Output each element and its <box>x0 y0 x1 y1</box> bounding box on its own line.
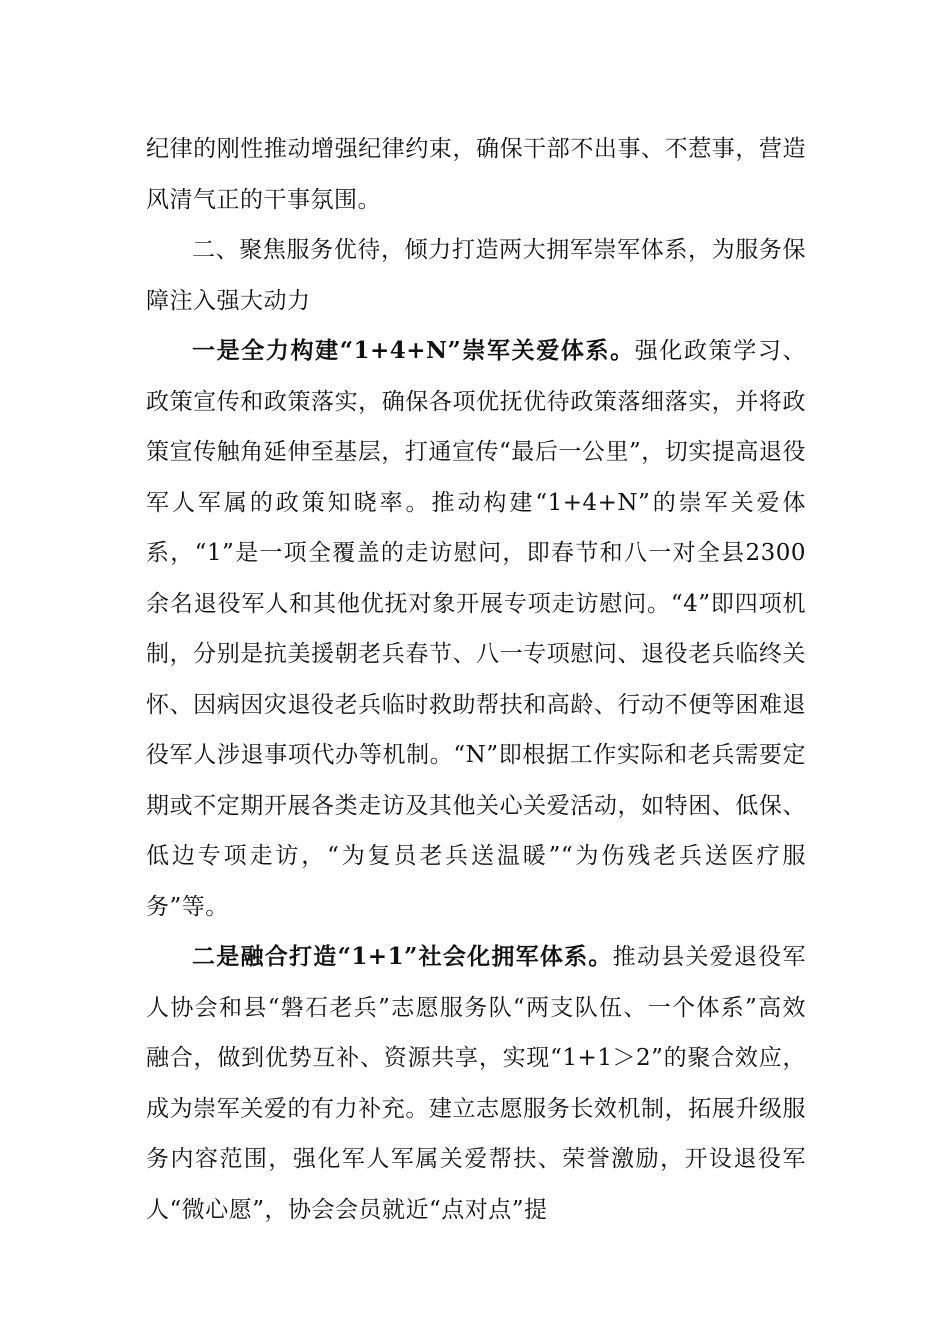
paragraph-social-system-lead: 二是融合打造“1+1”社会化拥军体系。 <box>192 943 613 970</box>
document-body <box>146 124 806 1235</box>
paragraph-care-system-lead: 一是全力构建“1+4+N”崇军关爱体系。 <box>192 337 635 364</box>
paragraph-social-system <box>146 932 806 1235</box>
paragraph-care-system <box>146 326 806 932</box>
section-heading: 二、聚焦服务优待，倾力打造两大拥军崇军体系，为服务保障注入强大动力 <box>146 237 806 314</box>
paragraph-social-system-text: 推动县关爱退役军人协会和县“磐石老兵”志愿服务队“两支队伍、一个体系”高效融合，做到优势互补、资源共享，实现“1+1＞2”的聚合效应，成为崇军关爱的有力补充。建立志愿服务长效机制，拓展升级服务内容范围，强化军人军属关爱帮扶、荣誉激励，开设退役军人“微心愿”，协会会员就近“点对点”提 <box>146 944 807 1223</box>
paragraph-care-system-text: 强化政策学习、政策宣传和政策落实，确保各项优抚优待政策落细落实，并将政策宣传触角延伸至基层，打通宣传“最后一公里”，切实提高退役军人军属的政策知晓率。推动构建“1+4+N”的崇军关爱体系，“1”是一项全覆盖的走访慰问，即春节和八一对全县2300余名退役军人和其他优抚对象开展专项走访慰问。“4”即四项机制，分别是抗美援朝老兵春节、八一专项慰问、退役老兵临终关怀、因病因灾退役老兵临时救助帮扶和高龄、行动不便等困难退役军人涉退事项代办等机制。“N”即根据工作实际和老兵需要定期或不定期开展各类走访及其他关心关爱活动，如特困、低保、低边专项走访，“为复员老兵送温暖”“为伤残老兵送医疗服务”等。 <box>146 338 806 920</box>
paragraph-continuation: 纪律的刚性推动增强纪律约束，确保干部不出事、不惹事，营造风清气正的干事氛围。 <box>146 136 806 213</box>
